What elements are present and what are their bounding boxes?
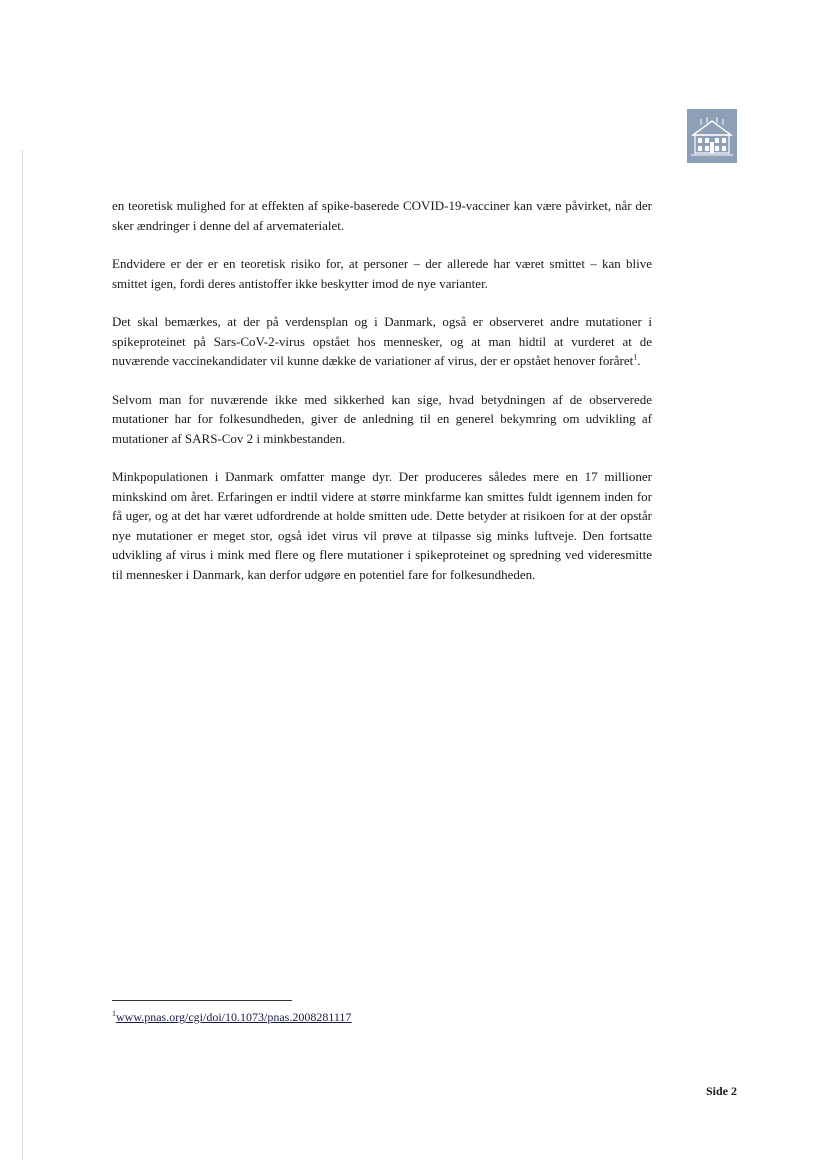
footnote-number: 1 bbox=[112, 1009, 116, 1018]
paragraph-2 bbox=[112, 254, 652, 293]
page-number: Side 2 bbox=[705, 1084, 737, 1098]
footnote-divider bbox=[112, 1000, 292, 1001]
paragraph-3-text: Det skal bemærkes, at der på verdensplan og i Danmark, også er observeret andre mutationer i spikeproteinet på Sars-CoV-2-virus opstået hos mennesker, og at man hidtil at vurderet at de nuværende vaccinekandidater vil kunne dække de variationer af virus, der er opstået henover foråret bbox=[112, 314, 652, 368]
scan-edge-line bbox=[22, 150, 23, 1160]
paragraph-4-text: Selvom man for nuværende ikke med sikkerhed kan sige, hvad betydningen af de observerede mutationer har for folkesundheden, giver de anledning til en generel bekymring om udvikling af mutationer af SARS-Cov 2 i minkbestanden. bbox=[112, 391, 652, 446]
footnote bbox=[112, 1009, 351, 1025]
paragraph-5-text: Minkpopulationen i Danmark omfatter mange dyr. Der produceres således mere en 17 millioner minkskind om året. Erfaringen er indtil videre at større minkfarme kan smittes fuldt igennem inden for få uger, og at det har været udfordrende at holde smitten ude. Dette betyder at risikoen for at der opstår nye mutationer er meget stor, også idet virus vil prøve at tilpasse sig minks luftveje. Den fortsatte udvikling af virus i mink med flere og flere mutationer i spikeproteinet og spredning ved videresmitte til mennesker i Danmark, kan derfor udgøre en potentiel fare for folkesundheden. bbox=[112, 469, 652, 582]
footnote-reference[interactable]: 1 bbox=[633, 352, 638, 362]
body-text bbox=[112, 196, 652, 584]
ministry-building-logo-icon bbox=[687, 109, 737, 163]
paragraph-2-text: Endvidere er der er en teoretisk risiko for, at personer – der allerede har været smittet – kan blive smittet igen, fordi deres antistoffer ikke beskytter imod de nye varianter. bbox=[112, 256, 652, 291]
paragraph-4 bbox=[112, 390, 652, 449]
paragraph-1 bbox=[112, 196, 652, 235]
paragraph-3-suffix: . bbox=[637, 353, 641, 368]
paragraph-3 bbox=[112, 312, 652, 371]
paragraph-5 bbox=[112, 467, 652, 584]
paragraph-1-text: en teoretisk mulighed for at effekten af spike-baserede COVID-19-vacciner kan være påvirket, når der sker ændringer i denne del af arvematerialet. bbox=[112, 198, 652, 233]
footnote-link[interactable]: www.pnas.org/cgi/doi/10.1073/pnas.2008281117 bbox=[116, 1010, 352, 1024]
